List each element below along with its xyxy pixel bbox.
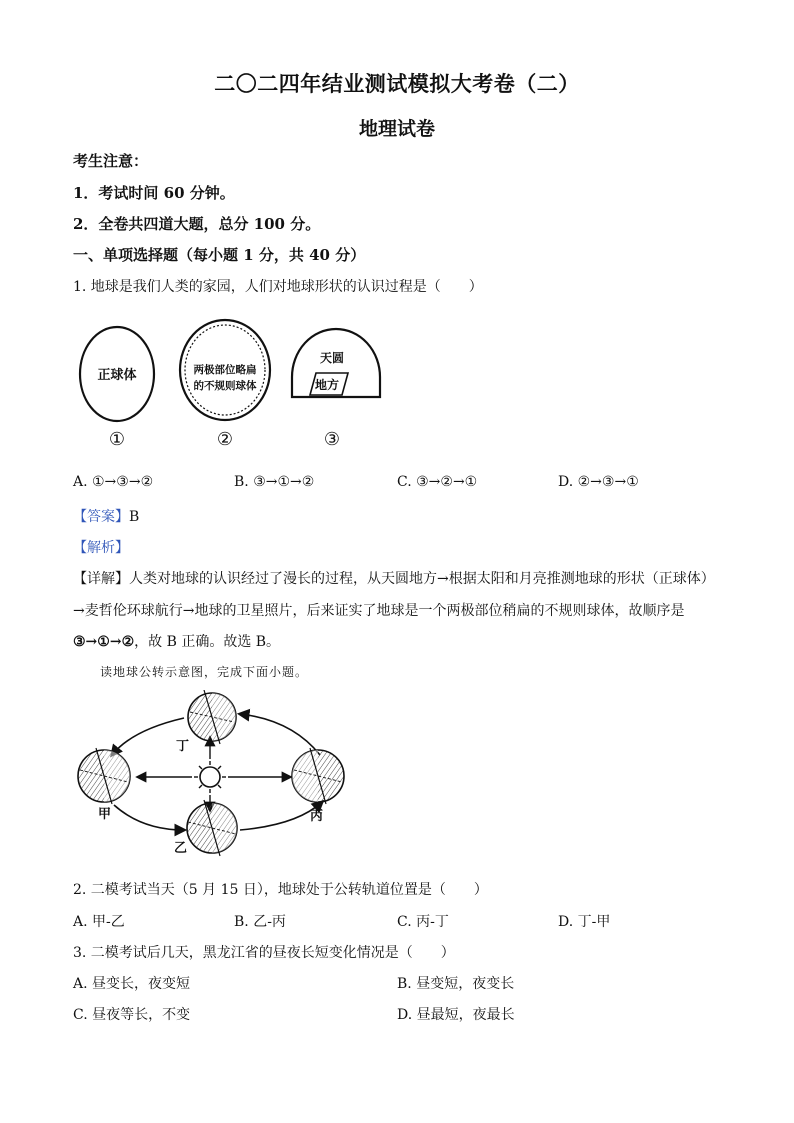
earth-yi <box>187 800 237 856</box>
question-1-stem: 1. 地球是我们人类的家园，人们对地球形状的认识过程是（ ） <box>73 279 483 295</box>
shape-1-label: 正球体 <box>97 368 137 383</box>
q3-option-c[interactable]: C. 昼夜等长，不变 <box>73 1007 191 1023</box>
marker-3: ③ <box>323 429 341 450</box>
notice-item-2: 2．全卷共四道大题，总分 100 分。 <box>73 215 321 233</box>
q1-option-b[interactable]: B. ③→①→② <box>234 474 315 490</box>
earth-jia <box>78 748 130 804</box>
answer-line <box>73 506 139 526</box>
analysis-tag: 【解析】 <box>73 540 129 556</box>
section-heading: 一、单项选择题（每小题 1 分，共 40 分） <box>73 246 366 264</box>
notice-heading: 考生注意： <box>73 152 149 170</box>
shape-2-label-line2: 的不规则球体 <box>193 380 257 392</box>
detail-line-2: →麦哲伦环球航行→地球的卫星照片，后来证实了地球是一个两极部位稍扁的不规则球体，故顺序是 <box>73 603 685 619</box>
q1-option-a[interactable]: A. ①→③→② <box>73 474 154 490</box>
q3-option-d[interactable]: D. 昼最短，夜最长 <box>397 1007 515 1023</box>
q2-option-a[interactable]: A. 甲-乙 <box>73 914 125 930</box>
question-2-stem: 2. 二模考试当天（5 月 15 日），地球处于公转轨道位置是（ ） <box>73 882 488 898</box>
detail-order: ③→①→② <box>73 634 135 650</box>
orbit-figure <box>72 690 362 860</box>
shape-3-label-bottom: 地方 <box>314 378 340 392</box>
marker-2: ② <box>216 429 234 450</box>
q2-option-c[interactable]: C. 丙-丁 <box>397 914 449 930</box>
earth-ding <box>188 690 236 744</box>
notice-item-1: 1．考试时间 60 分钟。 <box>73 184 235 202</box>
detail-conclusion: ，故 B 正确。故选 B。 <box>134 634 281 650</box>
label-jia: 甲 <box>98 807 112 822</box>
q1-option-d[interactable]: D. ②→③→① <box>558 474 639 490</box>
label-ding: 丁 <box>176 739 190 754</box>
sun-icon <box>194 761 226 793</box>
q3-option-b[interactable]: B. 昼变短，夜变长 <box>397 976 515 992</box>
orbit-arc-jia-yi <box>114 805 184 830</box>
group-intro: 读地球公转示意图，完成下面小题。 <box>100 665 309 679</box>
detail-tag: 【详解】 <box>73 571 129 587</box>
exam-subtitle: 地理试卷 <box>358 118 435 140</box>
q2-option-b[interactable]: B. 乙-丙 <box>234 914 286 930</box>
detail-text-1: 人类对地球的认识经过了漫长的过程，从天圆地方→根据太阳和月亮推测地球的形状（正球体） <box>129 571 715 587</box>
detail-line-1 <box>73 568 715 588</box>
answer-tag: 【答案】 <box>73 509 129 525</box>
orbit-arc-bing-ding <box>240 714 320 755</box>
orbit-arc-ding-jia <box>112 718 184 755</box>
question-3-stem: 3. 二模考试后几天，黑龙江省的昼夜长短变化情况是（ ） <box>73 945 455 961</box>
q3-option-a[interactable]: A. 昼变长，夜变短 <box>73 976 191 992</box>
marker-1: ① <box>108 429 126 450</box>
answer-value: B <box>129 509 140 525</box>
earth-bing <box>292 748 344 804</box>
q1-option-c[interactable]: C. ③→②→① <box>397 474 478 490</box>
shape-3-label-top: 天圆 <box>319 351 345 365</box>
exam-title: 二〇二四年结业测试模拟大考卷（二） <box>214 71 580 96</box>
shape-2-label-line1: 两极部位略扁 <box>193 364 257 376</box>
label-yi: 乙 <box>174 841 188 856</box>
label-bing: 丙 <box>310 809 324 824</box>
detail-line-3 <box>73 631 280 651</box>
earth-shape-figure <box>70 315 400 455</box>
q2-option-d[interactable]: D. 丁-甲 <box>558 914 611 930</box>
